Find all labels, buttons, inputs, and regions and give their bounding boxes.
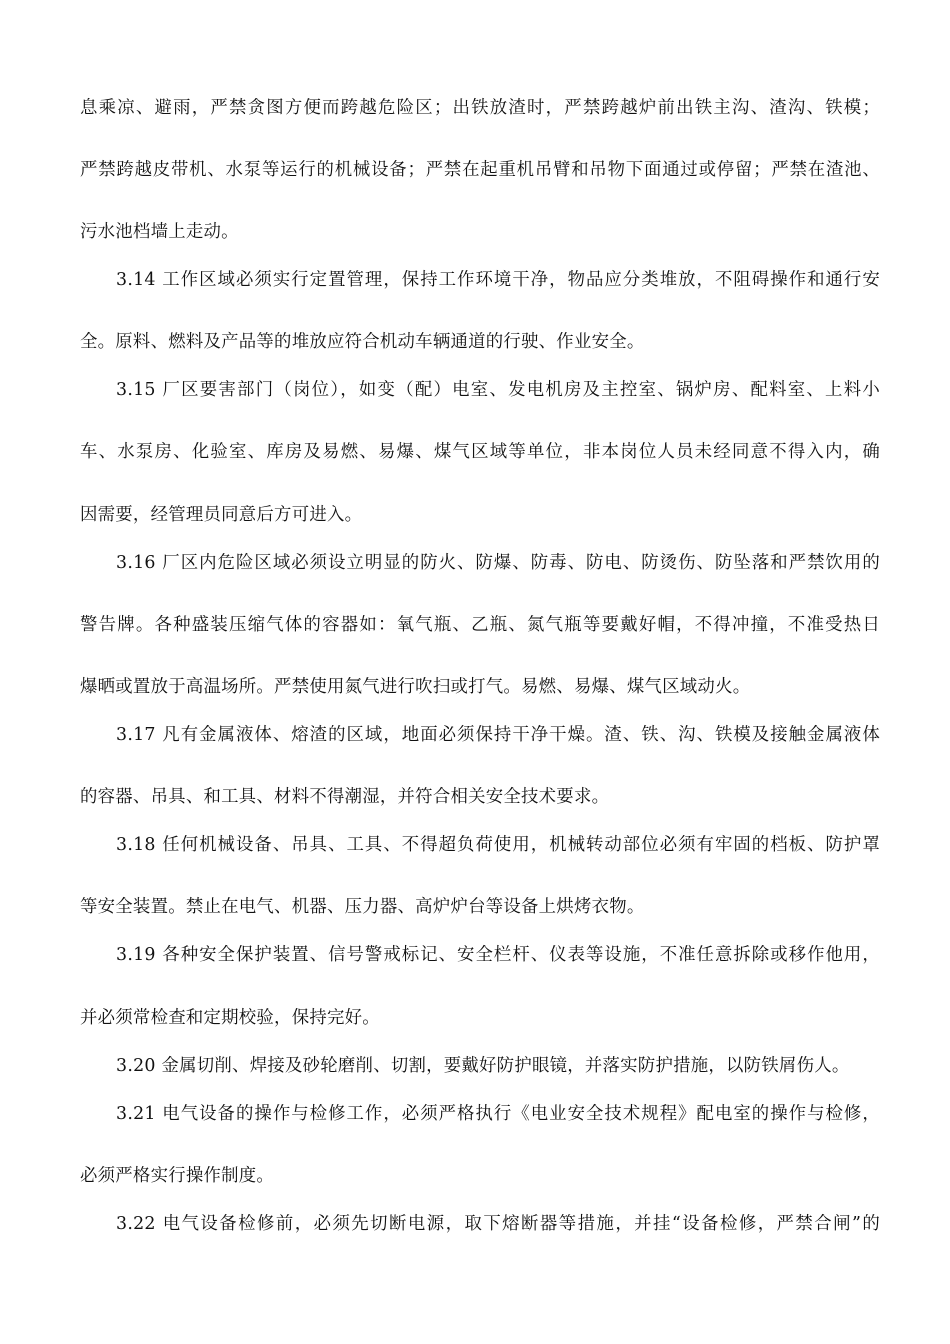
- paragraph-3-16-line-2: 警告牌。各种盛装压缩气体的容器如：氧气瓶、乙瓶、氮气瓶等要戴好帽，不得冲撞，不准受热日: [80, 615, 880, 635]
- paragraph-3-14-line-2: 全。原料、燃料及产品等的堆放应符合机动车辆通道的行驶、作业安全。: [80, 332, 645, 352]
- paragraph-3-16-line-3: 爆晒或置放于高温场所。严禁使用氮气进行吹扫或打气。易燃、易爆、煤气区域动火。: [80, 677, 751, 697]
- paragraph-3-21-line-1: 3.21 电气设备的操作与检修工作，必须严格执行《电业安全技术规程》配电室的操作与检修，: [116, 1104, 880, 1124]
- paragraph-3-17-line-2: 的容器、吊具、和工具、材料不得潮湿，并符合相关安全技术要求。: [80, 787, 610, 807]
- paragraph-3-18-line-1: 3.18 任何机械设备、吊具、工具、不得超负荷使用，机械转动部位必须有牢固的档板、防护罩: [116, 835, 880, 855]
- paragraph-3-15-line-2: 车、水泵房、化验室、库房及易燃、易爆、煤气区域等单位，非本岗位人员未经同意不得入内，确: [80, 442, 880, 462]
- paragraph-3-15-line-1: 3.15 厂区要害部门（岗位），如变（配）电室、发电机房及主控室、锅炉房、配料室、上料小: [116, 380, 880, 400]
- paragraph-3-18-line-2: 等安全装置。禁止在电气、机器、压力器、高炉炉台等设备上烘烤衣物。: [80, 897, 645, 917]
- paragraph-3-20-line-1: 3.20 金属切削、焊接及砂轮磨削、切割，要戴好防护眼镜，并落实防护措施，以防铁屑伤人。: [116, 1056, 850, 1076]
- text-line-2: 严禁跨越皮带机、水泵等运行的机械设备；严禁在起重机吊臂和吊物下面通过或停留；严禁在渣池、: [80, 160, 880, 180]
- paragraph-3-19-line-2: 并必须常检查和定期校验，保持完好。: [80, 1008, 380, 1028]
- text-line-3: 污水池档墙上走动。: [80, 222, 239, 242]
- paragraph-3-19-line-1: 3.19 各种安全保护装置、信号警戒标记、安全栏杆、仪表等设施，不准任意拆除或移作他用，: [116, 945, 880, 965]
- paragraph-3-21-line-2: 必须严格实行操作制度。: [80, 1166, 275, 1186]
- paragraph-3-17-line-1: 3.17 凡有金属液体、熔渣的区域，地面必须保持干净干燥。渣、铁、沟、铁模及接触金属液体: [116, 725, 880, 745]
- paragraph-3-16-line-1: 3.16 厂区内危险区域必须设立明显的防火、防爆、防毒、防电、防烫伤、防坠落和严禁饮用的: [116, 553, 880, 573]
- text-line-1: 息乘凉、避雨，严禁贪图方便而跨越危险区；出铁放渣时，严禁跨越炉前出铁主沟、渣沟、铁模；: [80, 98, 880, 118]
- paragraph-3-14-line-1: 3.14 工作区域必须实行定置管理，保持工作环境干净，物品应分类堆放，不阻碍操作和通行安: [116, 270, 880, 290]
- paragraph-3-15-line-3: 因需要，经管理员同意后方可进入。: [80, 505, 363, 525]
- paragraph-3-22-line-1: 3.22 电气设备检修前，必须先切断电源，取下熔断器等措施，并挂“设备检修，严禁合闸”的: [116, 1214, 880, 1234]
